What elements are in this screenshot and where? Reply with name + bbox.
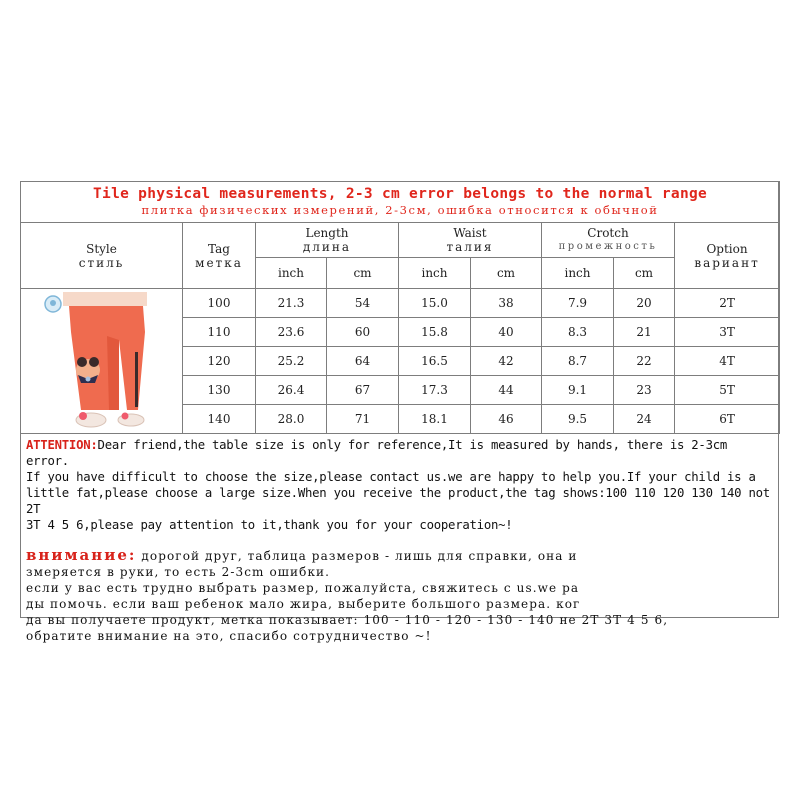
header-waist-ru: талия <box>446 240 494 254</box>
option-value: 3T <box>675 318 780 347</box>
header-length-en: Length <box>305 226 349 240</box>
crotch-cm-value: 23 <box>614 376 675 405</box>
english-note-line <box>26 437 773 469</box>
tag-value: 140 <box>183 405 256 434</box>
header-length <box>256 223 399 258</box>
option-value: 2T <box>675 289 780 318</box>
waist-cm-value: 44 <box>471 376 542 405</box>
title-en: Tile physical measurements, 2-3 cm error belongs to the normal range <box>93 186 708 202</box>
crotch-cm-value: 21 <box>614 318 675 347</box>
waist-inch-value: 15.0 <box>399 289 471 318</box>
leggings-illustration <box>39 292 165 430</box>
attention-label: ATTENTION: <box>26 438 98 452</box>
product-image <box>39 292 165 430</box>
subheader-length-inch: inch <box>256 258 327 289</box>
size-chart-table <box>20 181 780 434</box>
header-crotch-ru: промежность <box>558 241 658 252</box>
english-note-line: little fat,please choose a large size.When you receive the product,the tag shows:100 110 120 130 140 not 2T <box>26 486 770 516</box>
crotch-inch-value: 9.1 <box>542 376 614 405</box>
waist-cm-value: 46 <box>471 405 542 434</box>
header-waist-en: Waist <box>453 226 487 240</box>
subheader-length-cm: cm <box>327 258 399 289</box>
header-tag <box>183 223 256 289</box>
length-inch-value: 26.4 <box>256 376 327 405</box>
header-crotch <box>542 223 675 258</box>
crotch-cm-value: 24 <box>614 405 675 434</box>
tag-value: 100 <box>183 289 256 318</box>
length-inch-value: 23.6 <box>256 318 327 347</box>
header-option-en: Option <box>706 241 748 256</box>
length-cm-value: 67 <box>327 376 399 405</box>
subheader-waist-inch: inch <box>399 258 471 289</box>
option-value: 4T <box>675 347 780 376</box>
crotch-cm-value: 22 <box>614 347 675 376</box>
option-value: 5T <box>675 376 780 405</box>
header-option-ru: вариант <box>694 255 760 270</box>
russian-note-line: обратите внимание на это, спасибо сотрудничество ~! <box>26 629 432 643</box>
header-style <box>21 223 183 289</box>
russian-note-line: если у вас есть трудно выбрать размер, пожалуйста, свяжитесь с us.we ра <box>26 581 580 595</box>
english-note <box>26 437 773 533</box>
length-inch-value: 25.2 <box>256 347 327 376</box>
header-tag-ru: метка <box>195 255 243 270</box>
tag-value: 120 <box>183 347 256 376</box>
crotch-inch-value: 7.9 <box>542 289 614 318</box>
waist-cm-value: 38 <box>471 289 542 318</box>
table-row <box>21 289 780 318</box>
waist-inch-value: 15.8 <box>399 318 471 347</box>
waist-inch-value: 16.5 <box>399 347 471 376</box>
length-cm-value: 71 <box>327 405 399 434</box>
notes-section <box>20 433 779 643</box>
length-cm-value: 54 <box>327 289 399 318</box>
header-tag-en: Tag <box>208 241 230 256</box>
length-inch-value: 21.3 <box>256 289 327 318</box>
waist-inch-value: 17.3 <box>399 376 471 405</box>
tag-value: 130 <box>183 376 256 405</box>
length-inch-value: 28.0 <box>256 405 327 434</box>
attention-label-ru: внимание: <box>26 546 137 564</box>
header-waist <box>399 223 542 258</box>
product-image-cell <box>21 289 183 434</box>
title-ru: плитка физических измерений, 2-3см, ошибка относится к обычной <box>141 203 659 217</box>
header-crotch-en: Crotch <box>587 226 629 240</box>
english-note-text: Dear friend,the table size is only for reference,It is measured by hands, there is 2-3cm error. <box>26 438 728 468</box>
russian-note <box>26 547 773 644</box>
header-option <box>675 223 780 289</box>
subheader-crotch-cm: cm <box>614 258 675 289</box>
length-cm-value: 60 <box>327 318 399 347</box>
waist-inch-value: 18.1 <box>399 405 471 434</box>
header-length-ru: длина <box>302 240 352 254</box>
russian-note-line: змеряется в руки, то есть 2-3cm ошибки. <box>26 565 331 579</box>
russian-note-line: да вы получаете продукт, метка показывает: 100 - 110 - 120 - 130 - 140 не 2T 3T 4 5 6, <box>26 613 669 627</box>
english-note-line: 3T 4 5 6,please pay attention to it,thank you for your cooperation~! <box>26 518 513 532</box>
crotch-inch-value: 9.5 <box>542 405 614 434</box>
tag-value: 110 <box>183 318 256 347</box>
russian-note-line: ды помочь. если ваш ребенок мало жира, выберите большого размера. ког <box>26 597 581 611</box>
crotch-inch-value: 8.3 <box>542 318 614 347</box>
waist-cm-value: 40 <box>471 318 542 347</box>
length-cm-value: 64 <box>327 347 399 376</box>
header-style-ru: стиль <box>78 255 125 270</box>
russian-note-line <box>26 547 773 564</box>
english-note-line: If you have difficult to choose the size,please contact us.we are happy to help you.If your child is a <box>26 470 756 484</box>
subheader-crotch-inch: inch <box>542 258 614 289</box>
header-style-en: Style <box>86 241 117 256</box>
crotch-cm-value: 20 <box>614 289 675 318</box>
subheader-waist-cm: cm <box>471 258 542 289</box>
title-cell <box>21 182 780 223</box>
waist-cm-value: 42 <box>471 347 542 376</box>
russian-note-text: дорогой друг, таблица размеров - лишь для справки, она и <box>136 549 578 563</box>
option-value: 6T <box>675 405 780 434</box>
crotch-inch-value: 8.7 <box>542 347 614 376</box>
